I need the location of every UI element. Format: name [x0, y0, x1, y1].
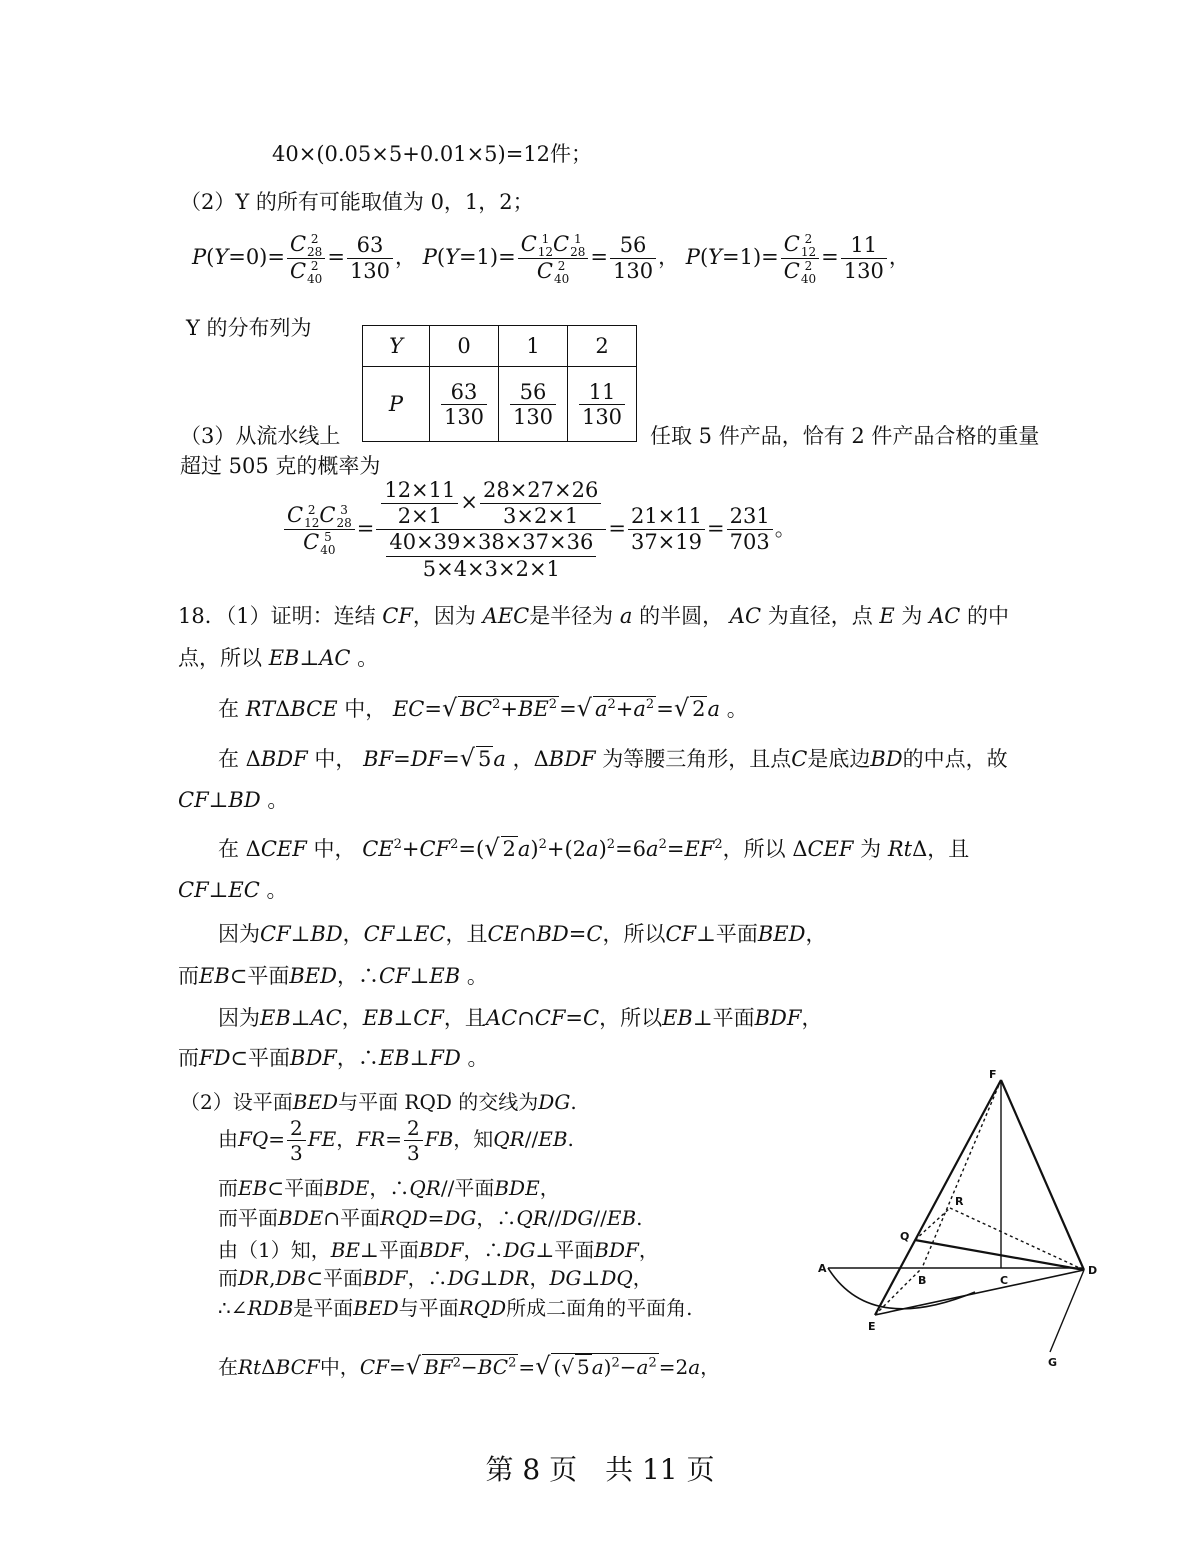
- geometry-figure: [800, 1060, 1100, 1369]
- proof-line-because-1: 因为CF⊥BD，CF⊥EC，且CE∩BD=C，所以CF⊥平面BED，: [218, 922, 827, 946]
- text-line-5a: （3）从流水线上: [180, 424, 341, 448]
- label-Q: Q: [900, 1230, 910, 1243]
- table-row: [363, 367, 637, 442]
- label-B: B: [918, 1274, 927, 1287]
- label-E: E: [868, 1320, 876, 1333]
- proof-line-cef: 在 ΔCEF 中， $CE^2+CF^2=(√$ $2a)^2+(2a)^2=6a^2=EF^2$，所以 ΔCEF 为 RtΔ，且: [218, 834, 970, 862]
- text-distribution-label: Y 的分布列为: [186, 316, 312, 340]
- probability-equations: P(Y=0)= C 2 28 C 2 40 = $\frac{63}{130}$ ， P(Y=1)= C 1 12 C 1 28 C 2 40 = $\frac{56}{130}$ ， P(Y=1)= C 2 12 C 2 40 = $\frac{11}{130}$ ，: [192, 231, 910, 286]
- line-QD: [915, 1240, 1084, 1270]
- probability-big-equation: C 2 12 C 3 28 C 5 40 = $\frac{12\times 11}{2\times 1}$ × $\frac{28\times 27\times 26}{3\times 2\times 1}$ $\frac{40\times 39\times 38\times 37\times 36}{5\times 4\times 3\times 2\times 1}$ = $\frac{21\times 11}{37\times 19}$ = $\frac{231}{703}$ 。: [282, 478, 796, 582]
- distribution-table: [362, 325, 637, 442]
- proof-line-bdf-2: CF⊥BD 。: [178, 788, 289, 812]
- label-F: F: [989, 1068, 997, 1081]
- proof-line-rt: 在 RTΔBCE 中， EC=√ $BC^2+BE^2=√$ $a^2+a^2=√$ 2a 。: [218, 694, 748, 722]
- text-line-5b: 任取 5 件产品，恰有 2 件产品合格的重量: [650, 424, 1040, 448]
- table-cell: $\frac{56}{130}$: [499, 367, 568, 442]
- text-line-6: 超过 505 克的概率为: [180, 454, 381, 478]
- proof-line-cef-2: CF⊥EC 。: [178, 878, 288, 902]
- proof-line-therefore-1: 而EB⊂平面BED，∴CF⊥EB 。: [178, 964, 488, 988]
- unit-text: 件；: [550, 142, 593, 166]
- proof-line-therefore-2: 而FD⊂平面BDF，∴EB⊥FD 。: [178, 1046, 489, 1070]
- part2-line-1: （2）设平面BED与平面 RQD 的交线为DG.: [180, 1090, 577, 1114]
- equation-line-1: 40×(0.05×5+0.01×5)=12件；: [272, 142, 593, 166]
- line-RD: [950, 1208, 1084, 1270]
- proof-line-bdf: 在 ΔBDF 中， BF=DF=√ 5a ，ΔBDF 为等腰三角形，且点C是底边BD的中点，故: [218, 744, 1008, 772]
- proof-line-because-2: 因为EB⊥AC，EB⊥CF，且AC∩CF=C，所以EB⊥平面BDF，: [218, 1006, 823, 1030]
- label-R: R: [955, 1195, 964, 1208]
- line-DG: [1050, 1270, 1084, 1352]
- part2-line-7: ∴∠RDB是平面BED与平面RQD所成二面角的平面角.: [218, 1296, 693, 1320]
- part2-line-8: 在RtΔBCF中，CF=√ $BF^2-BC^2$ =√ (√ 5 $a)^2-a^2 =2a$，: [218, 1352, 721, 1380]
- label-C: C: [1000, 1274, 1009, 1287]
- part2-line-6: 而DR,DB⊂平面BDF，∴DG⊥DR，DG⊥DQ，: [218, 1266, 653, 1290]
- label-D: D: [1088, 1264, 1098, 1277]
- part2-line-5: 由（1）知，BE⊥平面BDF，∴DG⊥平面BDF，: [218, 1238, 659, 1262]
- label-G: G: [1048, 1356, 1058, 1369]
- table-row: [363, 326, 637, 367]
- table-cell: $\frac{11}{130}$: [568, 367, 637, 442]
- label-A: A: [818, 1262, 827, 1275]
- text-line-2: （2）Y 的所有可能取值为 0，1，2；: [180, 190, 534, 214]
- part2-line-3: 而EB⊂平面BDE，∴QR//平面BDE，: [218, 1176, 560, 1200]
- table-cell: 2: [568, 326, 637, 367]
- table-cell: 1: [499, 326, 568, 367]
- proof-line-1: 18．（1）证明：连结 CF，因为 AEC是半径为 a 的半圆， AC 为直径，点 E 为 AC 的中: [178, 604, 1010, 628]
- line-FB: [922, 1080, 1001, 1268]
- table-cell: 0: [430, 326, 499, 367]
- line-FD: [1001, 1080, 1084, 1270]
- table-row-label: P: [363, 367, 430, 442]
- part2-line-4: 而平面BDE∩平面RQD=DG，∴QR//DG//EB.: [218, 1206, 643, 1230]
- table-header-label: Y: [363, 326, 430, 367]
- part2-line-2: 由FQ= $\frac{2}{3}$ FE，FR= $\frac{2}{3}$ FB，知QR//EB.: [218, 1116, 574, 1165]
- line-FE: [875, 1080, 1001, 1315]
- proof-line-2: 点，所以 EB⊥AC 。: [178, 646, 379, 670]
- page-footer: 第 8 页 共 11 页: [485, 1453, 715, 1486]
- table-cell: $\frac{63}{130}$: [430, 367, 499, 442]
